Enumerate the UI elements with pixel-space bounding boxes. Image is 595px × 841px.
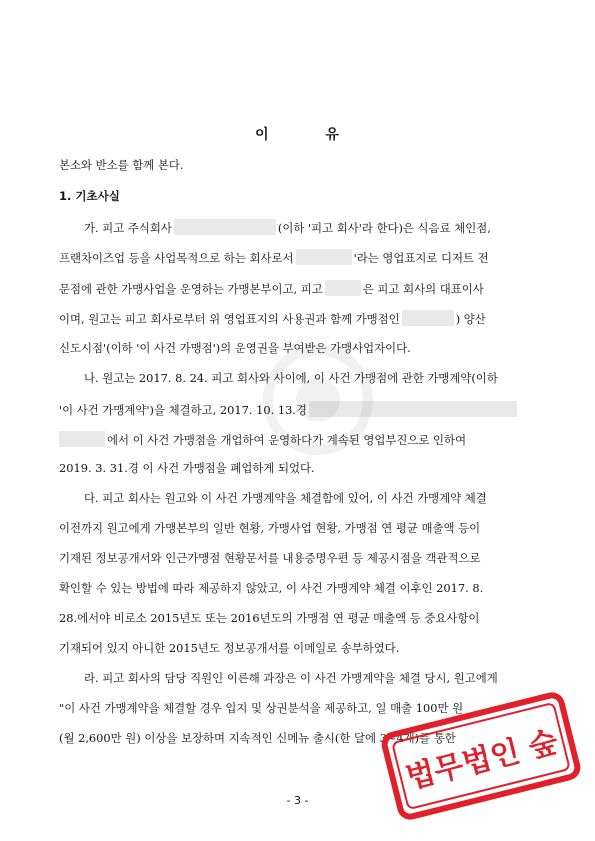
svg-text:법무법인 숲: 법무법인 숲 (402, 724, 562, 797)
paragraph-line: 가. 피고 주식회사 (이하 '피고 회사'라 한다)은 식음료 체인점, (84, 221, 491, 235)
title-char-left: 이 (255, 127, 270, 143)
paragraph-line: 이며, 원고는 피고 회사로부터 위 영업표지의 사용권과 함께 가맹점인 ) 양산 (59, 312, 486, 326)
redaction-box (174, 219, 276, 235)
page-number: - 3 - (286, 794, 309, 807)
section-heading: 1. 기초사실 (59, 189, 120, 203)
redaction-box (402, 310, 454, 326)
paragraph-line: 이전까지 원고에게 가맹본부의 일반 현황, 가맹사업 현황, 가맹점 연 평균 매출액 등이 (59, 521, 481, 535)
paragraph-line: 나. 원고는 2017. 8. 24. 피고 회사와 사이에, 이 사건 가맹점에 관한 가맹계약(이하 (84, 371, 498, 385)
page-title (0, 124, 595, 144)
intro-text: 본소와 반소를 함께 본다. (59, 158, 184, 172)
paragraph-line: 라. 피고 회사의 담당 직원인 이른해 과장은 이 사건 가맹계약을 체결 당시, 원고에게 (84, 671, 498, 685)
paragraph-line: 28.에서야 비로소 2015년도 또는 2016년도의 가맹점 연 평균 매출액 등 중요사항이 (59, 611, 480, 625)
title-char-right: 유 (325, 127, 340, 143)
redaction-box (296, 249, 352, 265)
paragraph-line: 다. 피고 회사는 원고와 이 사건 가맹계약을 체결함에 있어, 이 사건 가맹계약 체결 (84, 491, 487, 505)
paragraph-line: 에서 이 사건 가맹점을 개업하여 운영하다가 계속된 영업부진으로 인하여 (59, 431, 547, 447)
paragraph-line: 2019. 3. 31.경 이 사건 가맹점을 폐업하게 되었다. (59, 461, 315, 475)
watermark-logo (218, 340, 418, 460)
paragraph-line: '이 사건 가맹계약')을 체결하고, 2017. 10. 13.경 (59, 401, 547, 417)
paragraph-line: 신도시점'(이하 '이 사건 가맹점')의 운영권을 부여받은 가맹사업자이다. (59, 341, 411, 355)
paragraph-line: (월 2,600만 원) 이상을 보장하며 지속적인 신메뉴 출시(한 달에 3~4개)를 통한 (59, 731, 456, 745)
paragraph-line: 확인할 수 있는 방법에 따라 제공하지 않았고, 이 사건 가맹계약 체결 이후인 2017. 8. (59, 581, 484, 595)
paragraph-line: 프랜차이즈업 등을 사업목적으로 하는 회사로서 '라는 영업표지로 디저트 전 (59, 251, 489, 265)
paragraph-line: 기재된 정보공개서와 인근가맹점 현황문서를 내용증명우편 등 제공시점을 객관적으로 (59, 551, 481, 565)
redaction-box (325, 280, 361, 296)
redaction-box (59, 431, 105, 447)
paragraph-line: 기재되어 있지 아니한 2015년도 정보공개서를 이메일로 송부하였다. (59, 641, 400, 655)
paragraph-line: 문점에 관한 가맹사업을 운영하는 가맹본부이고, 피고 은 피고 회사의 대표이사 (59, 282, 484, 296)
paragraph-line: "이 사건 가맹계약을 체결할 경우 입지 및 상권분석을 제공하고, 일 매출 100만 원 (59, 701, 464, 715)
